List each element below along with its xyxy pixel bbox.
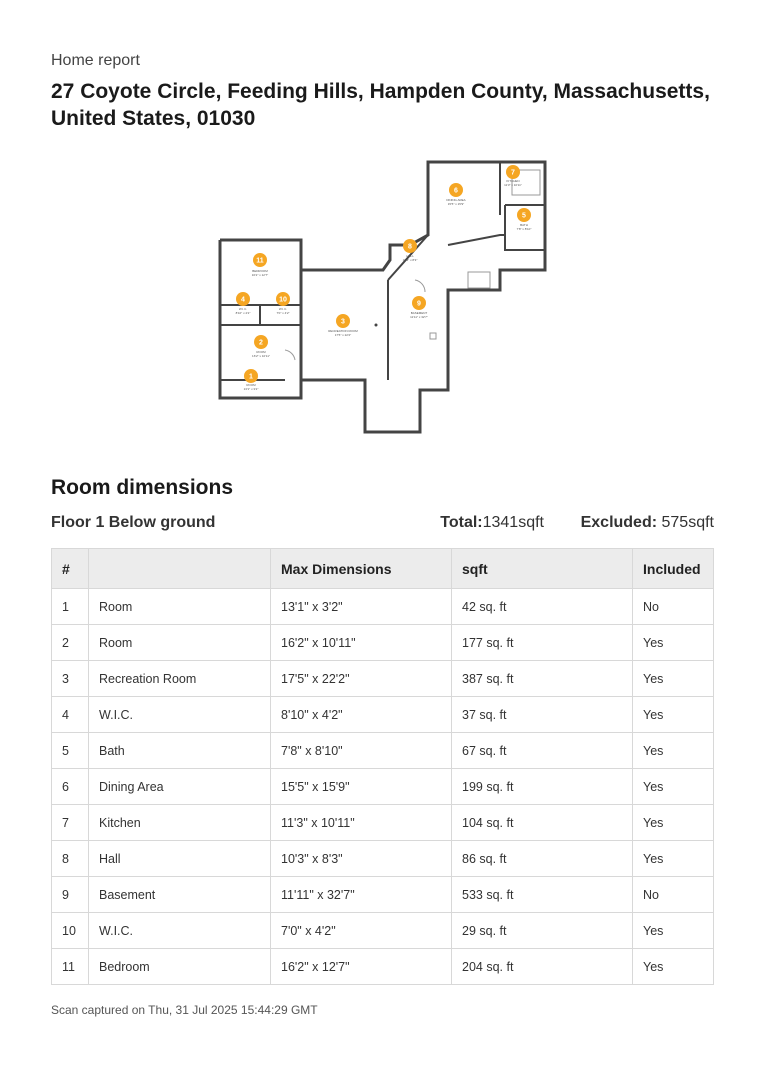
marker-5-dims: 7'8" x 8'10" (516, 227, 532, 231)
marker-4[interactable] (236, 292, 250, 306)
cell-dims: 7'8" x 8'10" (271, 733, 452, 769)
marker-7-label: KITCHEN (506, 179, 520, 183)
marker-11-dims: 16'2" x 12'7" (251, 273, 269, 277)
marker-8-dims: 10'3" x 8'3" (402, 258, 418, 262)
table-row (52, 841, 714, 877)
total-label: Total: (440, 514, 483, 531)
cell-num: 9 (52, 877, 89, 913)
cell-included: Yes (633, 697, 714, 733)
cell-name: W.I.C. (89, 697, 271, 733)
svg-text:6: 6 (454, 187, 458, 195)
marker-9[interactable] (412, 296, 426, 310)
door-arc-2 (415, 280, 425, 292)
cell-included: No (633, 877, 714, 913)
svg-text:9: 9 (417, 300, 421, 308)
table-row (52, 589, 714, 625)
marker-8-label: HALL (406, 254, 414, 258)
table-row (52, 697, 714, 733)
cell-included: Yes (633, 625, 714, 661)
cell-sqft: 199 sq. ft (452, 769, 633, 805)
table-row (52, 769, 714, 805)
cell-included: Yes (633, 841, 714, 877)
marker-10[interactable] (276, 292, 290, 306)
cell-sqft: 37 sq. ft (452, 697, 633, 733)
cell-included: No (633, 589, 714, 625)
cell-num: 4 (52, 697, 89, 733)
svg-text:11: 11 (256, 257, 264, 265)
property-address: 27 Coyote Circle, Feeding Hills, Hampden County, Massachusetts, United States, 01030 (51, 80, 710, 130)
floor-drain (375, 324, 378, 327)
marker-7-dims: 11'3" x 10'11" (504, 183, 522, 187)
cell-included: Yes (633, 733, 714, 769)
cell-num: 8 (52, 841, 89, 877)
cell-name: Hall (89, 841, 271, 877)
cell-dims: 16'2" x 12'7" (271, 949, 452, 985)
cell-dims: 11'3" x 10'11" (271, 805, 452, 841)
table-row (52, 661, 714, 697)
cell-dims: 8'10" x 4'2" (271, 697, 452, 733)
marker-10-label: W.I.C. (278, 307, 288, 311)
marker-3[interactable] (336, 314, 350, 328)
svg-text:5: 5 (522, 212, 526, 220)
marker-1[interactable] (244, 369, 258, 383)
room-dimensions-table (51, 548, 714, 985)
cell-dims: 15'5" x 15'9" (271, 769, 452, 805)
cell-name: Kitchen (89, 805, 271, 841)
cell-dims: 13'1" x 3'2" (271, 589, 452, 625)
marker-5[interactable] (517, 208, 531, 222)
scan-timestamp: Scan captured on Thu, 31 Jul 2025 15:44:29 GMT (51, 1003, 318, 1017)
floor-plan (200, 150, 570, 445)
header-sqft: sqft (452, 549, 633, 589)
cell-sqft: 104 sq. ft (452, 805, 633, 841)
cell-dims: 7'0" x 4'2" (271, 913, 452, 949)
cell-included: Yes (633, 805, 714, 841)
marker-2-label: ROOM (256, 350, 266, 354)
cell-dims: 11'11" x 32'7" (271, 877, 452, 913)
cell-included: Yes (633, 769, 714, 805)
cell-included: Yes (633, 913, 714, 949)
table-row (52, 913, 714, 949)
svg-text:1: 1 (249, 373, 253, 381)
marker-11-label: BEDROOM (252, 269, 268, 273)
marker-7[interactable] (506, 165, 520, 179)
svg-text:2: 2 (259, 339, 263, 347)
svg-text:8: 8 (408, 243, 412, 251)
excluded-value: 575sqft (657, 514, 714, 531)
svg-text:3: 3 (341, 318, 345, 326)
marker-6[interactable] (449, 183, 463, 197)
marker-5-label: BATH (520, 223, 528, 227)
wall-stair-ledge (448, 235, 505, 245)
header-max-dimensions: Max Dimensions (271, 549, 452, 589)
cell-num: 2 (52, 625, 89, 661)
cell-dims: 10'3" x 8'3" (271, 841, 452, 877)
report-label: Home report (51, 52, 140, 69)
cell-sqft: 42 sq. ft (452, 589, 633, 625)
basement-fixture (430, 333, 436, 339)
cell-name: Room (89, 625, 271, 661)
door-arc-1 (285, 350, 295, 360)
cell-sqft: 67 sq. ft (452, 733, 633, 769)
wall-main-outline (301, 162, 545, 432)
header-num: # (52, 549, 89, 589)
stairs (468, 272, 490, 288)
svg-text:4: 4 (241, 296, 245, 304)
header-included: Included (633, 549, 714, 589)
svg-text:10: 10 (279, 296, 287, 304)
cell-sqft: 204 sq. ft (452, 949, 633, 985)
cell-sqft: 29 sq. ft (452, 913, 633, 949)
table-row (52, 805, 714, 841)
cell-num: 1 (52, 589, 89, 625)
cell-name: Bath (89, 733, 271, 769)
cell-num: 6 (52, 769, 89, 805)
marker-3-dims: 17'5" x 22'2" (334, 333, 352, 337)
cell-name: Basement (89, 877, 271, 913)
marker-11[interactable] (253, 253, 267, 267)
marker-6-label: DINING AREA (446, 198, 466, 202)
cell-num: 11 (52, 949, 89, 985)
cell-dims: 16'2" x 10'11" (271, 625, 452, 661)
floor-excluded (581, 514, 714, 532)
cell-name: Recreation Room (89, 661, 271, 697)
cell-name: Dining Area (89, 769, 271, 805)
cell-num: 3 (52, 661, 89, 697)
cell-included: Yes (633, 661, 714, 697)
marker-9-dims: 11'11" x 32'7" (410, 315, 428, 319)
marker-4-label: W.I.C. (238, 307, 248, 311)
table-row (52, 733, 714, 769)
cell-sqft: 86 sq. ft (452, 841, 633, 877)
floor-name: Floor 1 Below ground (51, 514, 216, 531)
cell-dims: 17'5" x 22'2" (271, 661, 452, 697)
cell-included: Yes (633, 949, 714, 985)
cell-name: Bedroom (89, 949, 271, 985)
marker-2[interactable] (254, 335, 268, 349)
marker-10-dims: 7'0" x 4'2" (276, 311, 290, 315)
marker-1-dims: 13'1" x 3'2" (243, 387, 259, 391)
marker-4-dims: 8'10" x 4'2" (235, 311, 251, 315)
cell-name: Room (89, 589, 271, 625)
svg-text:7: 7 (511, 169, 515, 177)
marker-8[interactable] (403, 239, 417, 253)
cell-name: W.I.C. (89, 913, 271, 949)
floor-total (440, 514, 544, 532)
marker-3-label: RECREATION ROOM (328, 329, 358, 333)
table-header-row (52, 549, 714, 589)
table-row (52, 949, 714, 985)
cell-num: 5 (52, 733, 89, 769)
floor-summary (51, 514, 714, 538)
total-value: 1341sqft (482, 514, 544, 531)
cell-sqft: 177 sq. ft (452, 625, 633, 661)
table-row (52, 625, 714, 661)
header-name (89, 549, 271, 589)
marker-1-label: ROOM (246, 383, 256, 387)
table-row (52, 877, 714, 913)
cell-num: 7 (52, 805, 89, 841)
marker-2-dims: 16'2" x 10'11" (252, 354, 270, 358)
room-dimensions-title: Room dimensions (51, 476, 234, 499)
excluded-label: Excluded: (580, 514, 658, 531)
cell-num: 10 (52, 913, 89, 949)
cell-sqft: 387 sq. ft (452, 661, 633, 697)
marker-6-dims: 15'5" x 15'9" (447, 202, 465, 206)
cell-sqft: 533 sq. ft (452, 877, 633, 913)
marker-9-label: BASEMENT (410, 311, 428, 315)
